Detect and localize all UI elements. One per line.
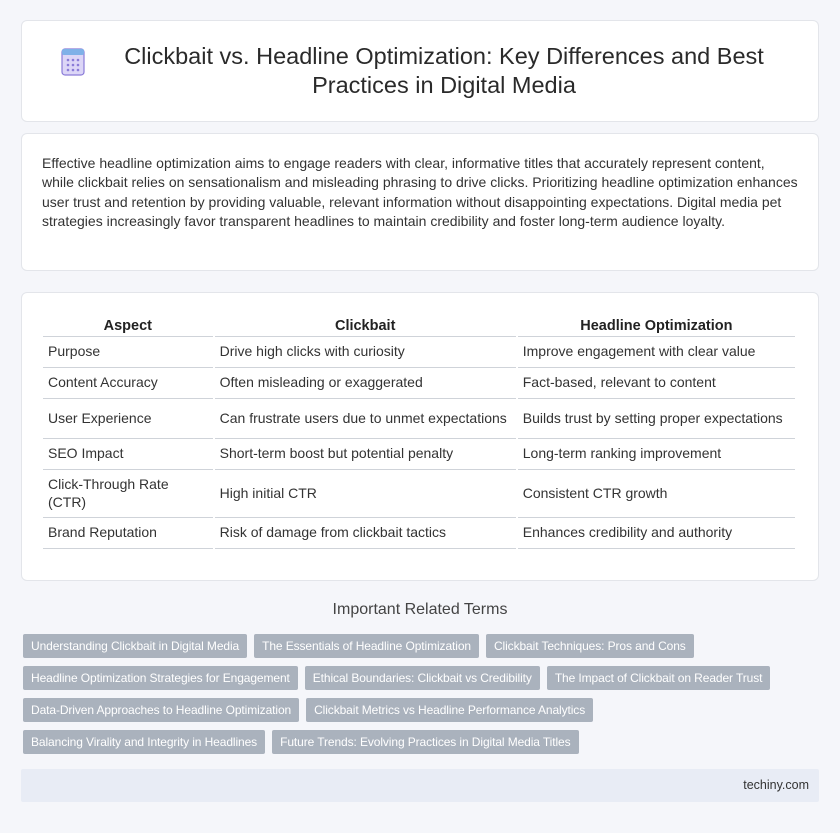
column-header-clickbait: Clickbait <box>215 313 516 337</box>
table-cell: Often misleading or exaggerated <box>215 368 516 399</box>
table-row <box>43 368 795 399</box>
table-cell: High initial CTR <box>215 470 516 518</box>
tag-row <box>23 730 813 754</box>
table-cell: Brand Reputation <box>43 518 213 549</box>
page-title: Clickbait vs. Headline Optimization: Key Differences and Best Practices in Digital Media <box>124 43 764 98</box>
comparison-table-card <box>21 292 819 581</box>
column-header-aspect: Aspect <box>43 313 213 337</box>
table-row <box>43 518 795 549</box>
table-row <box>43 399 795 439</box>
table-cell: Enhances credibility and authority <box>518 518 795 549</box>
related-term-tag[interactable]: Clickbait Metrics vs Headline Performance Analytics <box>306 698 593 722</box>
related-terms-list <box>23 634 813 762</box>
table-cell: SEO Impact <box>43 439 213 470</box>
related-term-tag[interactable]: Future Trends: Evolving Practices in Digital Media Titles <box>272 730 578 754</box>
table-cell: Improve engagement with clear value <box>518 337 795 368</box>
table-cell: Content Accuracy <box>43 368 213 399</box>
table-cell: Consistent CTR growth <box>518 470 795 518</box>
related-term-tag[interactable]: Data-Driven Approaches to Headline Optimization <box>23 698 299 722</box>
comparison-table <box>41 313 797 549</box>
related-term-tag[interactable]: The Essentials of Headline Optimization <box>254 634 479 658</box>
table-cell: Risk of damage from clickbait tactics <box>215 518 516 549</box>
tag-row <box>23 698 813 722</box>
header-card <box>21 20 819 122</box>
related-term-tag[interactable]: Headline Optimization Strategies for Engagement <box>23 666 298 690</box>
footer-site-link[interactable]: techiny.com <box>743 778 809 792</box>
document-icon <box>60 46 86 76</box>
table-cell: Can frustrate users due to unmet expectations <box>215 399 516 439</box>
table-cell: Click-Through Rate (CTR) <box>43 470 213 518</box>
table-cell: Builds trust by setting proper expectations <box>518 399 795 439</box>
table-cell: Fact-based, relevant to content <box>518 368 795 399</box>
table-cell: Purpose <box>43 337 213 368</box>
table-cell: Drive high clicks with curiosity <box>215 337 516 368</box>
table-row <box>43 439 795 470</box>
table-cell: User Experience <box>43 399 213 439</box>
related-term-tag[interactable]: The Impact of Clickbait on Reader Trust <box>547 666 771 690</box>
footer <box>21 769 819 802</box>
table-row <box>43 337 795 368</box>
table-row <box>43 470 795 518</box>
table-header-row <box>43 313 795 337</box>
related-term-tag[interactable]: Understanding Clickbait in Digital Media <box>23 634 247 658</box>
table-cell: Short-term boost but potential penalty <box>215 439 516 470</box>
intro-card <box>21 133 819 271</box>
related-terms-title: Important Related Terms <box>332 601 508 618</box>
related-term-tag[interactable]: Ethical Boundaries: Clickbait vs Credibility <box>305 666 540 690</box>
related-term-tag[interactable]: Clickbait Techniques: Pros and Cons <box>486 634 694 658</box>
intro-paragraph: Effective headline optimization aims to engage readers with clear, informative titles that accurately represent content, while clickbait relies on sensationalism and misleading phrasing to drive clicks. Prioritizing headline optimization enhances user trust and retention by providing valuable, relevant information without disappointing expectations. Digital media pet strategies increasingly favor transparent headlines to maintain credibility and foster long-term audience loyalty. <box>42 155 798 230</box>
tag-row <box>23 634 813 658</box>
related-term-tag[interactable]: Balancing Virality and Integrity in Headlines <box>23 730 265 754</box>
table-cell: Long-term ranking improvement <box>518 439 795 470</box>
column-header-headline-optimization: Headline Optimization <box>518 313 795 337</box>
tag-row <box>23 666 813 690</box>
